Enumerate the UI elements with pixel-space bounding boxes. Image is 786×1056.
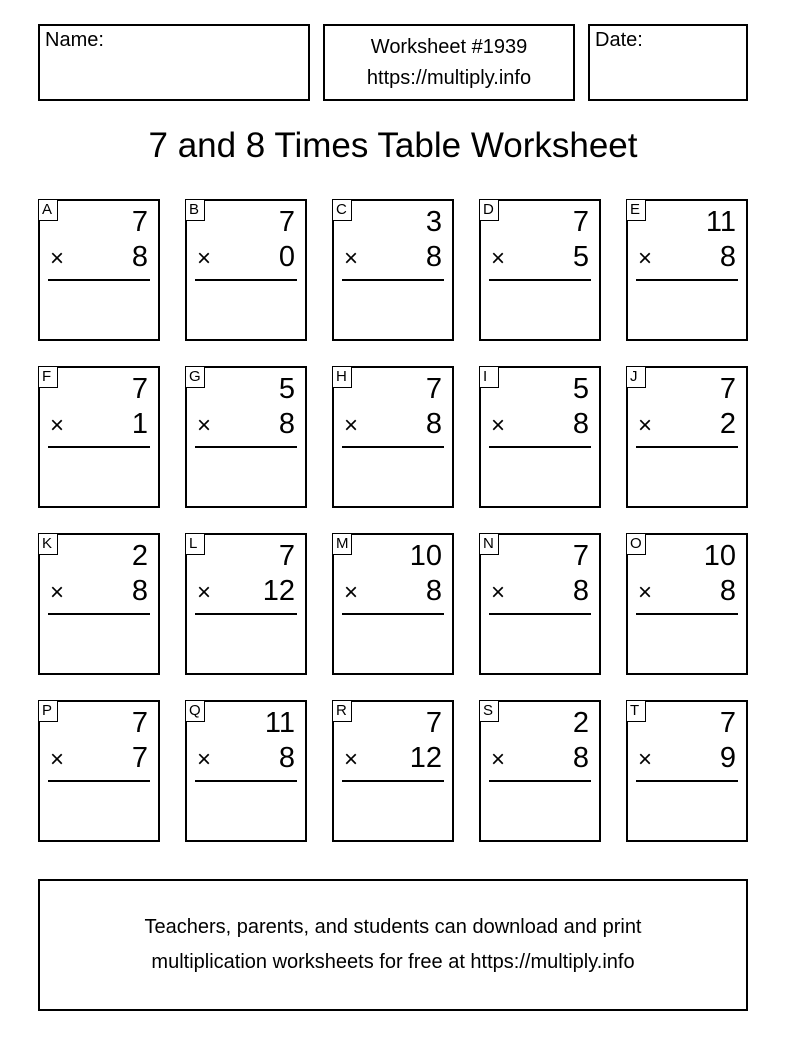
problem-card: [626, 366, 748, 508]
problem-multiplicand: 7: [425, 373, 442, 405]
answer-line: [48, 613, 150, 615]
multiply-sign-icon: ×: [491, 746, 506, 773]
problem-multiplier: 8: [425, 408, 442, 440]
problem-letter: D: [479, 199, 499, 221]
problem-card: [332, 366, 454, 508]
multiply-sign-icon: ×: [197, 746, 212, 773]
multiply-sign-icon: ×: [638, 746, 653, 773]
answer-line: [489, 279, 591, 281]
problem-card: [332, 199, 454, 341]
problem-multiplier: 8: [425, 241, 442, 273]
answer-line: [489, 780, 591, 782]
problem-letter: K: [38, 533, 58, 555]
problem-card: [185, 366, 307, 508]
problem-letter: A: [38, 199, 58, 221]
problem-letter: R: [332, 700, 352, 722]
problem-card: [38, 366, 160, 508]
problem-card: [479, 199, 601, 341]
problem-multiplicand: 10: [409, 540, 442, 572]
answer-line: [195, 446, 297, 448]
answer-line: [342, 279, 444, 281]
answer-line: [342, 446, 444, 448]
problem-multiplicand: 7: [278, 540, 295, 572]
multiply-sign-icon: ×: [491, 412, 506, 439]
answer-line: [489, 613, 591, 615]
problem-card: [38, 533, 160, 675]
problem-multiplicand: 5: [572, 373, 589, 405]
problem-multiplier: 5: [572, 241, 589, 273]
problem-letter: N: [479, 533, 499, 555]
multiply-sign-icon: ×: [197, 412, 212, 439]
problem-multiplier: 8: [572, 575, 589, 607]
footer-line-1: Teachers, parents, and students can download and print: [144, 916, 642, 938]
problem-card: [332, 533, 454, 675]
problem-multiplicand: 2: [572, 707, 589, 739]
problem-card: [626, 199, 748, 341]
problem-letter: T: [626, 700, 646, 722]
problem-letter: H: [332, 366, 352, 388]
problem-letter: I: [479, 366, 499, 388]
problem-multiplicand: 7: [572, 540, 589, 572]
problem-multiplier: 8: [719, 241, 736, 273]
problem-letter: O: [626, 533, 646, 555]
multiply-sign-icon: ×: [638, 579, 653, 606]
problem-letter: G: [185, 366, 205, 388]
worksheet-url: https://multiply.info: [366, 67, 532, 89]
page-title: 7 and 8 Times Table Worksheet: [148, 126, 638, 165]
problem-multiplicand: 7: [719, 373, 736, 405]
multiply-sign-icon: ×: [197, 245, 212, 272]
problem-multiplier: 9: [719, 742, 736, 774]
answer-line: [48, 780, 150, 782]
problem-letter: E: [626, 199, 646, 221]
problem-letter: B: [185, 199, 205, 221]
problem-multiplier: 12: [409, 742, 442, 774]
problem-multiplicand: 5: [278, 373, 295, 405]
problem-multiplier: 8: [278, 742, 295, 774]
answer-line: [636, 780, 738, 782]
problem-card: [626, 533, 748, 675]
problem-letter: C: [332, 199, 352, 221]
problem-letter: J: [626, 366, 646, 388]
problem-letter: M: [332, 533, 352, 555]
problem-multiplier: 8: [572, 408, 589, 440]
problem-card: [38, 199, 160, 341]
problem-card: [185, 199, 307, 341]
problem-multiplier: 8: [278, 408, 295, 440]
answer-line: [636, 279, 738, 281]
multiply-sign-icon: ×: [638, 412, 653, 439]
problem-multiplier: 7: [131, 742, 148, 774]
multiply-sign-icon: ×: [344, 412, 359, 439]
problem-multiplier: 0: [278, 241, 295, 273]
problem-multiplicand: 7: [131, 707, 148, 739]
answer-line: [48, 446, 150, 448]
problem-card: [626, 700, 748, 842]
problem-multiplier: 1: [131, 408, 148, 440]
answer-line: [48, 279, 150, 281]
problem-card: [185, 533, 307, 675]
problem-multiplicand: 11: [705, 206, 736, 238]
problem-multiplier: 8: [131, 575, 148, 607]
problem-letter: S: [479, 700, 499, 722]
date-field-box[interactable]: [588, 24, 748, 101]
problem-multiplier: 12: [262, 575, 295, 607]
answer-line: [195, 613, 297, 615]
multiply-sign-icon: ×: [344, 579, 359, 606]
problem-multiplicand: 2: [131, 540, 148, 572]
worksheet-info-box: [323, 24, 575, 101]
name-field-box[interactable]: [38, 24, 310, 101]
answer-line: [342, 780, 444, 782]
problem-multiplicand: 3: [425, 206, 442, 238]
multiply-sign-icon: ×: [50, 746, 65, 773]
worksheet-number: Worksheet #1939: [370, 36, 528, 58]
problem-multiplicand: 11: [264, 707, 295, 739]
problem-card: [479, 700, 601, 842]
problem-letter: Q: [185, 700, 205, 722]
problem-multiplicand: 7: [131, 206, 148, 238]
problem-card: [38, 700, 160, 842]
name-label: Name:: [45, 29, 104, 51]
problem-multiplier: 8: [719, 575, 736, 607]
multiply-sign-icon: ×: [638, 245, 653, 272]
multiply-sign-icon: ×: [491, 245, 506, 272]
answer-line: [342, 613, 444, 615]
problem-letter: P: [38, 700, 58, 722]
footer-line-2: multiplication worksheets for free at https://multiply.info: [151, 951, 635, 973]
answer-line: [636, 613, 738, 615]
multiply-sign-icon: ×: [50, 412, 65, 439]
multiply-sign-icon: ×: [344, 245, 359, 272]
problem-card: [479, 533, 601, 675]
problem-multiplicand: 7: [131, 373, 148, 405]
problem-multiplicand: 7: [425, 707, 442, 739]
problem-multiplicand: 7: [719, 707, 736, 739]
problem-card: [185, 700, 307, 842]
problem-multiplicand: 10: [703, 540, 736, 572]
answer-line: [636, 446, 738, 448]
multiply-sign-icon: ×: [50, 579, 65, 606]
problem-multiplier: 2: [719, 408, 736, 440]
problem-multiplier: 8: [425, 575, 442, 607]
problem-card: [479, 366, 601, 508]
answer-line: [489, 446, 591, 448]
multiply-sign-icon: ×: [491, 579, 506, 606]
date-label: Date:: [595, 29, 643, 51]
answer-line: [195, 279, 297, 281]
footer-box: [38, 879, 748, 1011]
problem-multiplicand: 7: [572, 206, 589, 238]
problem-multiplicand: 7: [278, 206, 295, 238]
multiply-sign-icon: ×: [197, 579, 212, 606]
multiply-sign-icon: ×: [50, 245, 65, 272]
problem-letter: F: [38, 366, 58, 388]
problem-multiplier: 8: [572, 742, 589, 774]
answer-line: [195, 780, 297, 782]
problem-multiplier: 8: [131, 241, 148, 273]
multiply-sign-icon: ×: [344, 746, 359, 773]
problem-letter: L: [185, 533, 205, 555]
problem-card: [332, 700, 454, 842]
